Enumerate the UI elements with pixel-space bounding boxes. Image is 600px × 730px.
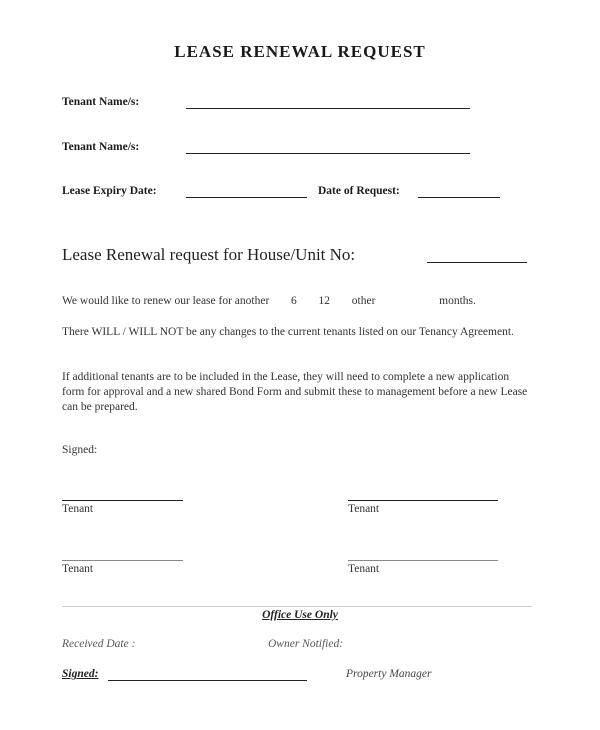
renew-option-6[interactable]: 6 xyxy=(291,295,297,307)
tenant-signature-line-4[interactable] xyxy=(348,560,498,561)
renew-option-other[interactable]: other xyxy=(351,295,376,307)
lease-expiry-line[interactable] xyxy=(186,197,307,198)
signed-label: Signed: xyxy=(62,444,98,456)
owner-notified-label: Owner Notified: xyxy=(268,638,344,650)
lease-expiry-label: Lease Expiry Date: xyxy=(62,185,157,197)
tenant-name-line-2[interactable] xyxy=(186,153,470,154)
date-of-request-label: Date of Request: xyxy=(318,185,400,197)
tenant-signature-label-3: Tenant xyxy=(62,563,94,575)
tenant-name-label-1: Tenant Name/s: xyxy=(62,96,140,108)
tenant-signature-label-1: Tenant xyxy=(62,503,94,515)
renew-sentence xyxy=(62,295,476,307)
office-signed-label: Signed: xyxy=(62,668,99,680)
property-manager-label: Property Manager xyxy=(346,668,432,680)
received-date-label: Received Date : xyxy=(62,638,136,650)
unit-number-line[interactable] xyxy=(427,262,527,263)
office-use-heading: Office Use Only xyxy=(262,609,338,621)
office-signature-line[interactable] xyxy=(108,680,307,681)
date-of-request-line[interactable] xyxy=(418,197,500,198)
tenant-signature-line-1[interactable] xyxy=(62,500,183,501)
tenant-name-label-2: Tenant Name/s: xyxy=(62,141,140,153)
form-title: LEASE RENEWAL REQUEST xyxy=(174,42,426,61)
unit-request-label: Lease Renewal request for House/Unit No: xyxy=(62,245,356,264)
tenant-changes-paragraph: There WILL / WILL NOT be any changes to the current tenants listed on our Tenancy Agreement. xyxy=(62,326,514,338)
renew-option-12[interactable]: 12 xyxy=(318,295,331,307)
tenant-signature-label-4: Tenant xyxy=(348,563,380,575)
tenant-signature-line-2[interactable] xyxy=(348,500,498,501)
tenant-name-line-1[interactable] xyxy=(186,108,470,109)
renew-months: months. xyxy=(439,295,476,307)
renew-text: We would like to renew our lease for another xyxy=(62,295,270,307)
office-divider xyxy=(62,606,532,607)
additional-tenants-paragraph: If additional tenants are to be included in the Lease, they will need to complete a new application form for approval and a new shared Bond Form and submit these to management before a new Lease can be prepared. xyxy=(62,371,528,413)
tenant-signature-label-2: Tenant xyxy=(348,503,380,515)
tenant-signature-line-3[interactable] xyxy=(62,560,183,561)
